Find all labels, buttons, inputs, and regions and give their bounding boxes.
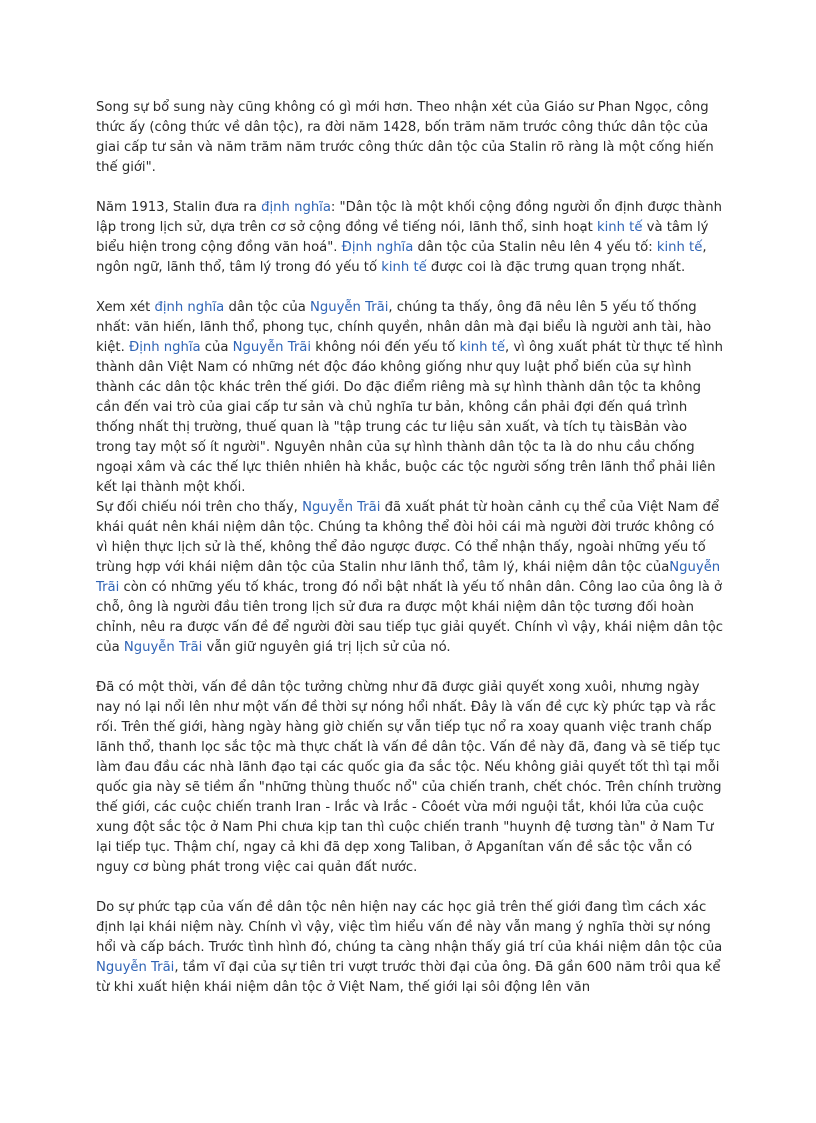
text-run: và tâm lý biểu hiện trong cộng đồng văn hoá".	[96, 220, 709, 255]
text-run: Xem xét	[96, 300, 155, 315]
text-run: Do sự phức tạp của vấn đề dân tộc nên hiện nay các học giả trên thế giới đang tìm cách xác định lại khái niệm này. Chính vì vậy, việc tìm hiểu vấn đề này vẫn mang ý nghĩa thời sự nóng hổi và cấp bách. Trước tình hình đó, chúng ta càng nhận thấy giá trí của khái niệm dân tộc của	[96, 900, 723, 955]
link-dinh-nghia[interactable]: định nghĩa	[261, 200, 331, 215]
link-dinh-nghia[interactable]: Định nghĩa	[128, 340, 201, 355]
paragraph-6	[96, 898, 726, 998]
paragraph-4	[96, 498, 726, 658]
text-run: đã xuất phát từ hoàn cảnh cụ thể của Việt Nam để khái quát nên khái niệm dân tộc. Chúng ta không thể đòi hỏi cái mà người đời trước không có vì hiện thực lịch sử là thế, không thể đảo ngược được. Có thể nhận thấy, ngoài những yếu tố trùng hợp với khái niệm dân tộc của Stalin như lãnh thổ, tâm lý, khái niệm dân tộc của	[96, 500, 719, 575]
link-nguyen-trai[interactable]: Nguyễn Trãi	[302, 500, 381, 515]
text-run: không nói đến yếu tố	[311, 340, 460, 355]
text-run: dân tộc của Stalin nêu lên 4 yếu tố:	[413, 240, 657, 255]
link-kinh-te[interactable]: kinh tế	[381, 260, 427, 275]
document-page	[96, 98, 726, 998]
paragraph-3	[96, 298, 726, 498]
text-run: : "Dân tộc là một khối cộng đồng người ổn định được thành lập trong lịch sử, dựa trên cơ sở cộng đồng về tiếng nói, lãnh thổ, sinh hoạt	[96, 200, 722, 235]
text-run: , ngôn ngữ, lãnh thổ, tâm lý trong đó yếu tố	[96, 240, 707, 275]
text-run: , vì ông xuất phát từ thực tế hình thành dân Việt Nam có những nét độc đáo không giống như quy luật phổ biến của sự hình thành các dân tộc khác trên thế giới. Do đặc điểm riêng mà sự hình thành dân tộc ta không cần đến vai trò của giai cấp tư sản và chủ nghĩa tư bản, không cần phải đợi đến quá trình thống nhất thị trường, thuế quan là "tập trung các tư liệu sản xuất, và tích tụ tàisBản vào trong tay một số ít người". Nguyên nhân của sự hình thành dân tộc ta là do nhu cầu chống ngoại xâm và các thế lực thiên nhiên hà khắc, buộc các tộc người sống trên lãnh thổ phải liên kết lại thành một khối.	[96, 340, 724, 495]
link-kinh-te[interactable]: kinh tế	[596, 220, 643, 235]
paragraph-gap	[96, 878, 726, 898]
link-nguyen-trai[interactable]: Nguyễn Trãi	[123, 640, 203, 655]
paragraph-5	[96, 678, 726, 878]
link-nguyen-trai[interactable]: Nguyễn Trãi	[96, 960, 175, 975]
link-nguyen-trai[interactable]: Nguyễn Trãi	[96, 560, 721, 595]
text-run: Sự đối chiếu nói trên cho thấy,	[96, 500, 303, 515]
link-dinh-nghia[interactable]: định nghĩa	[154, 300, 225, 315]
paragraph-gap	[96, 658, 726, 678]
paragraph-2	[96, 198, 726, 278]
link-kinh-te[interactable]: kinh tế	[459, 340, 505, 355]
text-run: , chúng ta thấy, ông đã nêu lên 5 yếu tố thống nhất: văn hiến, lãnh thổ, phong tục, chính quyền, nhân dân mà đại biểu là người anh tài, hào kiệt.	[96, 300, 712, 355]
paragraph-gap	[96, 278, 726, 298]
text-run: của	[200, 340, 233, 355]
text-run: được coi là đặc trưng quan trọng nhất.	[426, 260, 686, 275]
paragraph-gap	[96, 178, 726, 198]
text-run: Đã có một thời, vấn đề dân tộc tưởng chừng như đã được giải quyết xong xuôi, nhưng ngày nay nó lại nổi lên như một vấn đề thời sự nóng hổi nhất. Đây là vấn đề cực kỳ phức tạp và rắc rối. Trên thế giới, hàng ngày hàng giờ chiến sự vẫn tiếp tục nổ ra xoay quanh việc tranh chấp lãnh thổ, thanh lọc sắc tộc mà thực chất là vấn đề dân tộc. Vấn đề này đã, đang và sẽ tiếp tục làm đau đầu các nhà lãnh đạo tại các quốc gia đa sắc tộc. Nếu không giải quyết tốt thì tại mỗi quốc gia này sẽ tiềm ẩn "những thùng thuốc nổ" của chiến tranh, chết chóc. Trên chính trường thế giới, các cuộc chiến tranh Iran - Irắc và Irắc - Côoét vừa mới nguội tắt, khói lửa của cuộc xung đột sắc tộc ở Nam Phi chưa kịp tan thì cuộc chiến tranh "huynh đệ tương tàn" ở Nam Tư lại tiếp tục. Thậm chí, ngay cả khi đã dẹp xong Taliban, ở Apganítan vấn đề sắc tộc vẫn có nguy cơ bùng phát trong việc cai quản đất nước.	[96, 680, 722, 875]
link-dinh-nghia[interactable]: Định nghĩa	[341, 240, 414, 255]
text-run: còn có những yếu tố khác, trong đó nổi bật nhất là yếu tố nhân dân. Công lao của ông là ở chỗ, ông là người đầu tiên trong lịch sử đưa ra được một khái niệm dân tộc tương đối hoàn chỉnh, nêu ra được vấn đề để người đời sau tiếp tục giải quyết. Chính vì vậy, khái niệm dân tộc của	[96, 580, 724, 655]
text-run: , tầm vĩ đại của sự tiên tri vượt trước thời đại của ông. Đã gần 600 năm trôi qua kể từ khi xuất hiện khái niệm dân tộc ở Việt Nam, thế giới lại sôi động lên văn	[96, 960, 721, 995]
text-run: Song sự bổ sung này cũng không có gì mới hơn. Theo nhận xét của Giáo sư Phan Ngọc, công thức ấy (công thức về dân tộc), ra đời năm 1428, bốn trăm năm trước công thức dân tộc của giai cấp tư sản và năm trăm năm trước công thức dân tộc của Stalin rõ ràng là một cống hiến thế giới".	[96, 100, 714, 175]
text-run: vẫn giữ nguyên giá trị lịch sử của nó.	[202, 640, 451, 655]
paragraph-1	[96, 98, 726, 178]
text-run: dân tộc của	[224, 300, 311, 315]
link-nguyen-trai[interactable]: Nguyễn Trãi	[310, 300, 389, 315]
link-nguyen-trai[interactable]: Nguyễn Trãi	[232, 340, 312, 355]
link-kinh-te[interactable]: kinh tế	[656, 240, 703, 255]
text-run: Năm 1913, Stalin đưa ra	[96, 200, 262, 215]
